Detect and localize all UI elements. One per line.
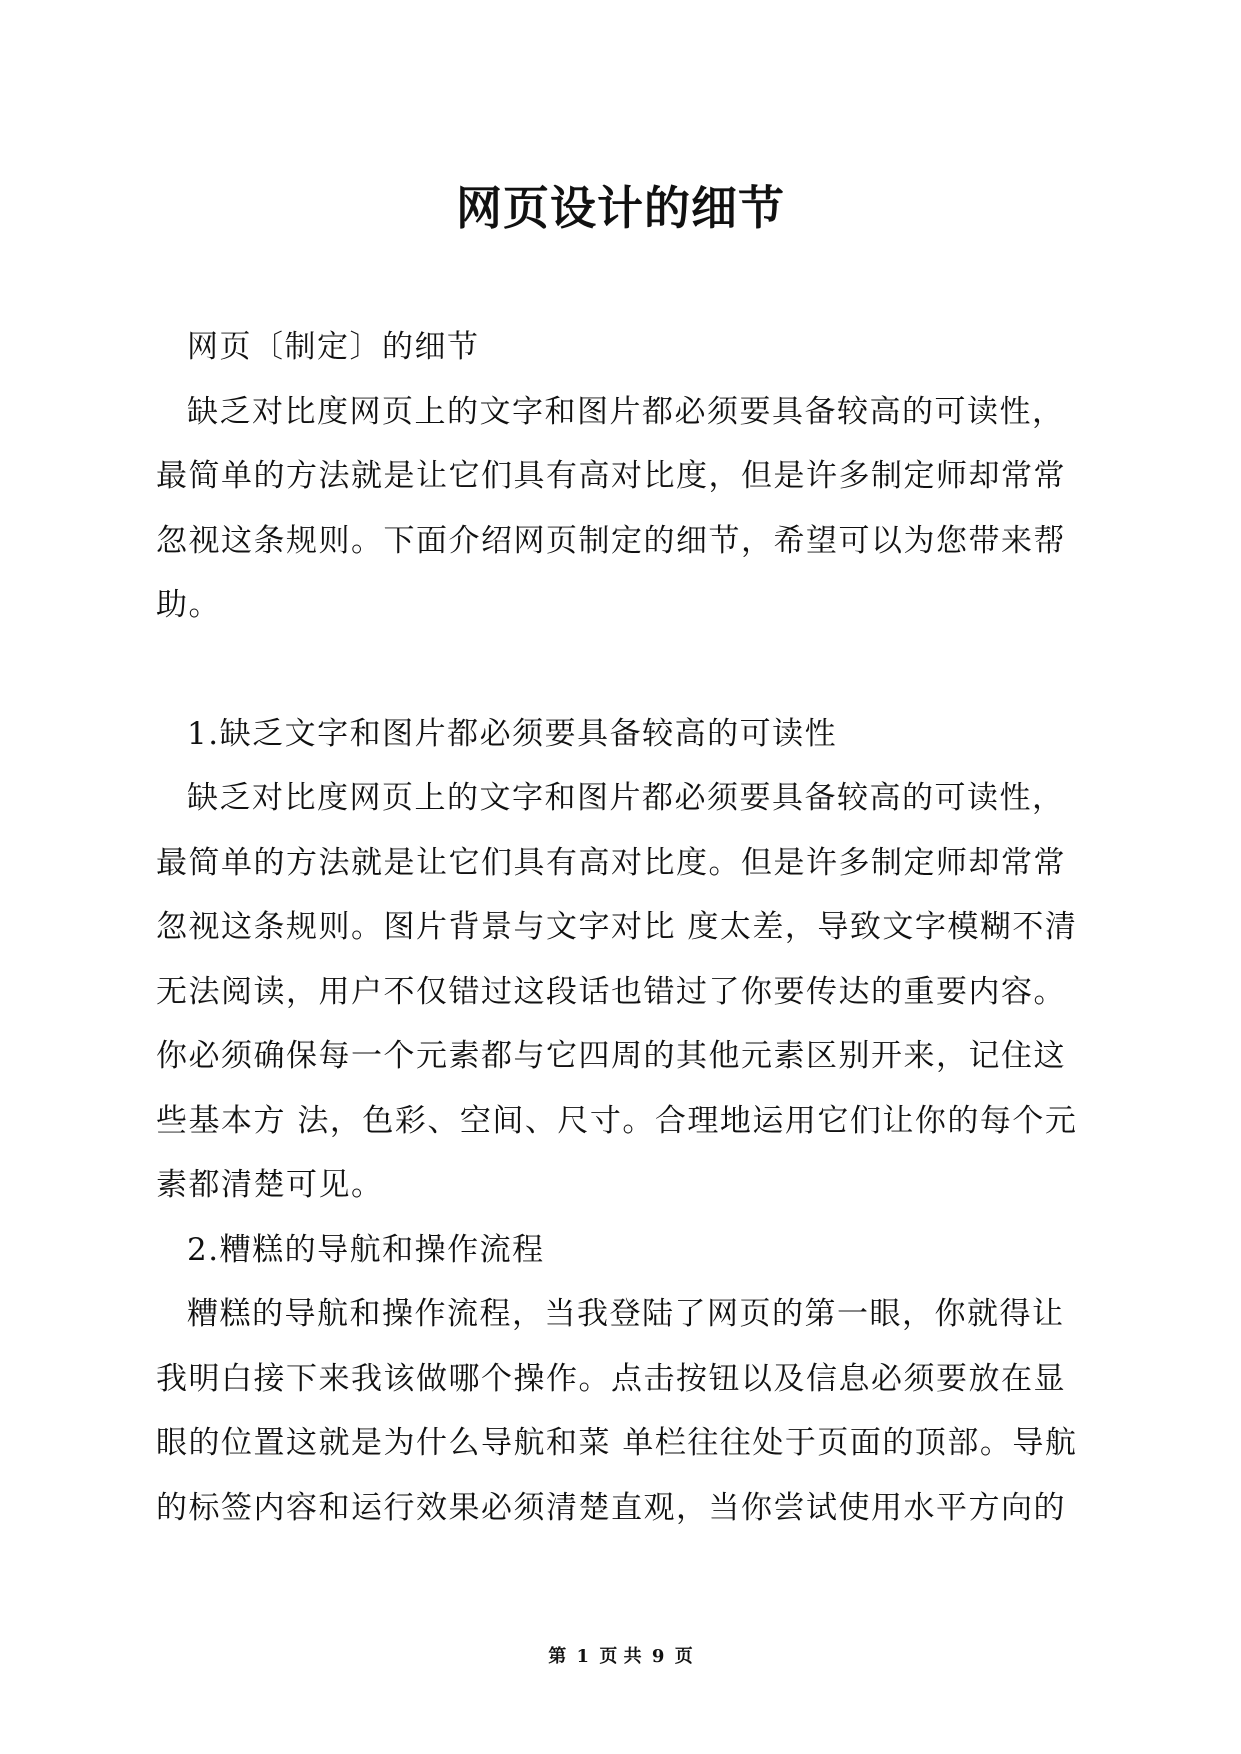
document-title: 网页设计的细节	[456, 181, 785, 235]
paragraph-section-2: 糟糕的导航和操作流程，当我登陆了网页的第一眼，你就得让我明白接下来我该做哪个操作。点击按钮以及信息必须要放在显眼的位置这就是为什么导航和菜 单栏往往处于页面的顶部。导航的标签内容和运行效果必须清楚直观，当你尝试使用水平方向的	[156, 1296, 1078, 1526]
section-heading-2: 2.糟糕的导航和操作流程	[187, 1231, 545, 1268]
page-label-prefix: 第	[548, 1646, 567, 1667]
page-label-middle: 页 共	[599, 1646, 642, 1667]
paragraph-section-1: 缺乏对比度网页上的文字和图片都必须要具备较高的可读性，最简单的方法就是让它们具有高对比度。但是许多制定师却常常忽视这条规则。图片背景与文字对比 度太差，导致文字模糊不清无法阅读，用户不仅错过这段话也错过了你要传达的重要内容。你必须确保每一个元素都与它四周的其他元素区别开来，记住这些基本方 法，色彩、空间、尺寸。合理地运用它们让你的每个元素都清楚可见。	[156, 780, 1078, 1203]
total-pages-number: 9	[651, 1646, 665, 1667]
page-footer	[0, 1645, 1241, 1669]
paragraph-subtitle: 网页〔制定〕的细节	[187, 329, 480, 365]
section-heading-1: 1.缺乏文字和图片都必须要具备较高的可读性	[187, 715, 838, 752]
current-page-number: 1	[576, 1646, 590, 1667]
document-body	[156, 315, 1096, 1540]
paragraph-intro: 缺乏对比度网页上的文字和图片都必须要具备较高的可读性，最简单的方法就是让它们具有高对比度，但是许多制定师却常常忽视这条规则。下面介绍网页制定的细节，希望可以为您带来帮助。	[156, 393, 1066, 623]
page-label-suffix: 页	[674, 1646, 693, 1667]
